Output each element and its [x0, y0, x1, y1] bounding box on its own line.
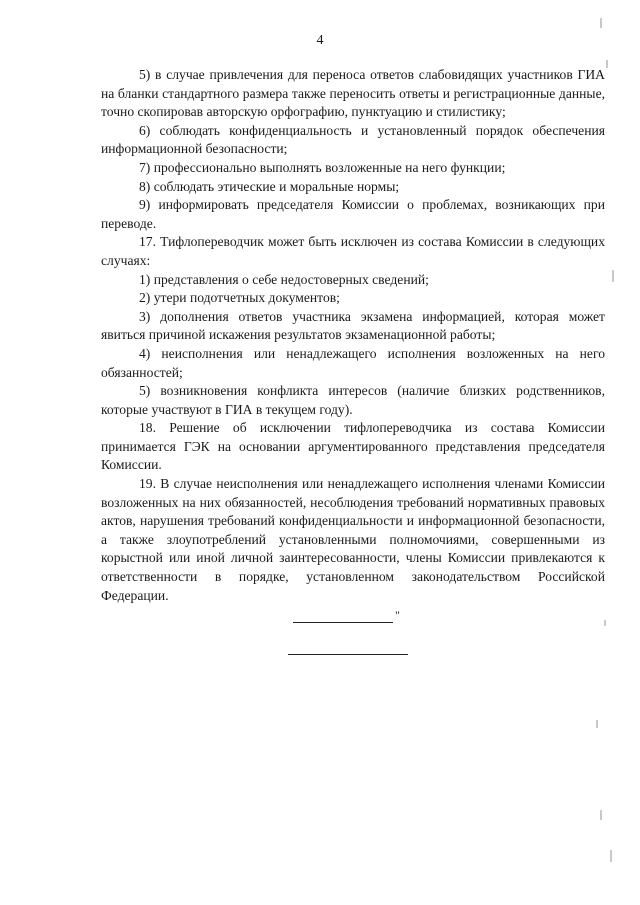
scan-artifact — [600, 18, 602, 28]
paragraph-exclusion-1: 1) представления о себе недостоверных сведений; — [139, 271, 429, 287]
scan-artifact — [606, 60, 608, 68]
paragraph-exclusion-5: 5) возникновения конфликта интересов (наличие близких родственников, которые участвуют в ГИА в текущем году). — [101, 383, 605, 417]
scan-artifact — [610, 850, 612, 862]
separator-line-1 — [293, 622, 393, 623]
paragraph-section-19: 19. В случае неисполнения или ненадлежащего исполнения членами Комиссии возложенных на них обязанностей, несоблюдения требований нормативных правовых актов, нарушения требований конфиденциальности и информационной безопасности, а также злоупотреблений установленными полномочиями, совершенными из корыстной или иной личной заинтересованности, члены Комиссии привлекаются к ответственности в порядке, установленном законодательством Российской Федерации. — [101, 476, 605, 603]
scan-artifact — [596, 720, 598, 728]
scan-artifact — [604, 620, 606, 626]
paragraph-duty-8: 8) соблюдать этические и моральные нормы; — [139, 178, 400, 194]
paragraph-exclusion-4: 4) неисполнения или ненадлежащего исполнения возложенных на него обязанностей; — [101, 345, 605, 380]
paragraph-duty-5: 5) в случае привлечения для переноса ответов слабовидящих участников ГИА на бланки стандартного размера также переносить ответы и регистрационные данные, точно скопировав авторскую орфографию, пунктуацию и стилистику; — [101, 67, 605, 120]
paragraph-duty-7: 7) профессионально выполнять возложенные на него функции; — [139, 159, 506, 175]
scan-artifact — [600, 810, 602, 820]
separator-line-2 — [288, 654, 408, 655]
paragraph-section-17: 17. Тифлопереводчик может быть исключен из состава Комиссии в следующих случаях: — [101, 234, 605, 268]
separator-mark: " — [395, 608, 400, 622]
paragraph-duty-6: 6) соблюдать конфиденциальность и установленный порядок обеспечения информационной безопасности; — [101, 122, 605, 157]
page-number: 4 — [316, 33, 324, 48]
paragraph-exclusion-2: 2) утери подотчетных документов; — [139, 290, 340, 306]
document-body — [101, 66, 605, 605]
scan-artifact — [612, 270, 614, 282]
paragraph-section-18: 18. Решение об исключении тифлопереводчика из состава Комиссии принимается ГЭК на основании аргументированного представления председателя Комиссии. — [101, 420, 605, 473]
paragraph-duty-9: 9) информировать председателя Комиссии о проблемах, возникающих при переводе. — [101, 197, 605, 231]
paragraph-exclusion-3: 3) дополнения ответов участника экзамена информацией, которая может явиться причиной искажения результатов экзаменационной работы; — [101, 308, 605, 343]
